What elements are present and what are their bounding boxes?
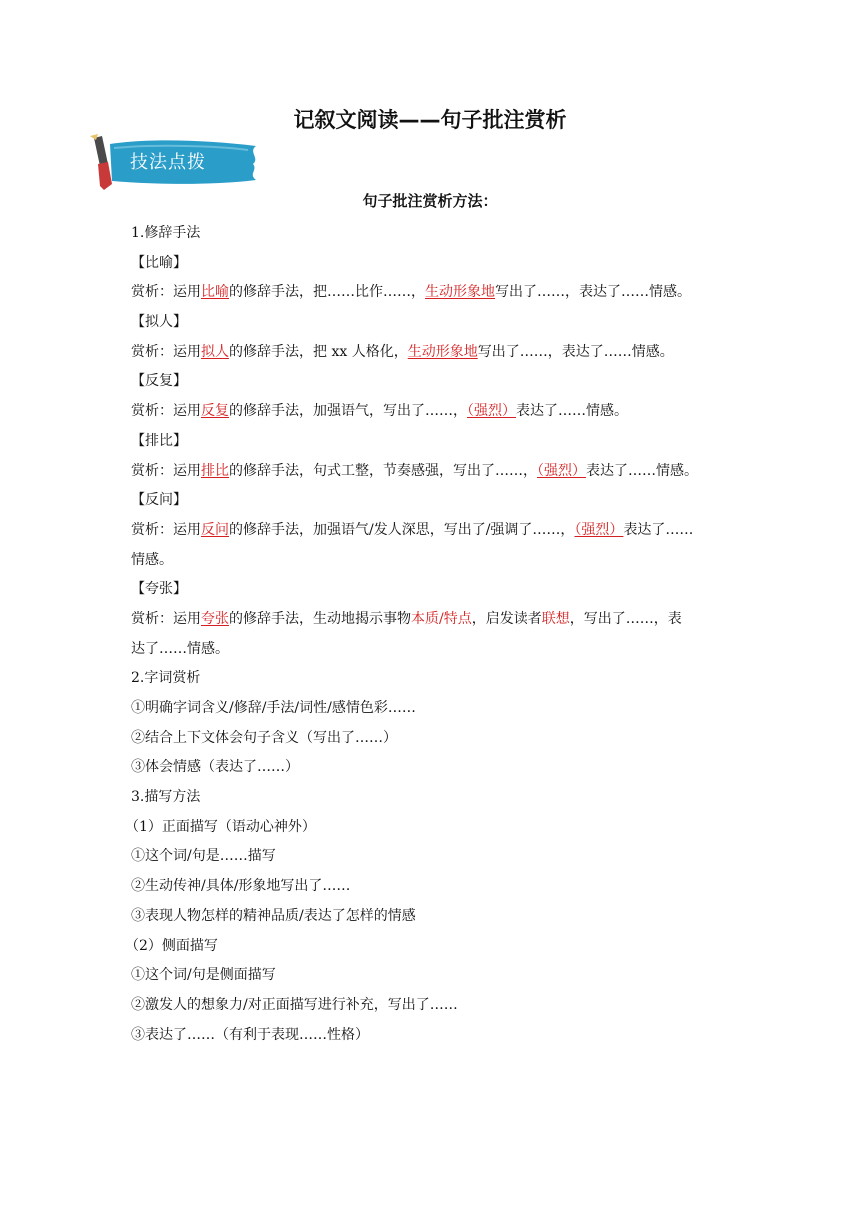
list-item: ②激发人的想象力/对正面描写进行补充，写出了…… [131, 996, 458, 1013]
heading-rhetoric: 1.修辞手法 [131, 225, 201, 241]
method-body [125, 222, 731, 1053]
label-repetition: 【反复】 [131, 373, 187, 390]
line-personification: 赏析：运用拟人的修辞手法，把 xx 人格化，生动形象地写出了……，表达了……情感。 [131, 343, 674, 360]
label-parallelism: 【排比】 [131, 432, 187, 449]
section-badge [88, 134, 263, 192]
label-personification: 【拟人】 [131, 314, 187, 331]
method-subtitle: 句子批注赏析方法： [362, 192, 498, 210]
list-item: ①这个词/句是……描写 [131, 848, 276, 865]
line-hyperbole-cont: 达了……情感。 [131, 640, 229, 657]
list-item: ①明确字词含义/修辞/手法/词性/感情色彩…… [131, 700, 416, 716]
list-item: ②结合上下文体会句子含义（写出了……） [131, 729, 397, 746]
list-item: ①这个词/句是侧面描写 [131, 967, 276, 984]
list-item: ③表现人物怎样的精神品质/表达了怎样的情感 [131, 907, 416, 924]
line-metaphor: 赏析：运用比喻的修辞手法，把……比作……，生动形象地写出了……，表达了……情感。 [131, 284, 691, 301]
heading-description-methods: 3.描写方法 [131, 789, 201, 806]
list-item: ③表达了……（有利于表现……性格） [131, 1026, 369, 1043]
label-hyperbole: 【夸张】 [131, 581, 187, 598]
line-repetition: 赏析：运用反复的修辞手法，加强语气，写出了……，（强烈）表达了……情感。 [131, 403, 628, 420]
subheading-direct-description: （1）正面描写（语动心神外） [125, 818, 316, 835]
line-rhetorical-question: 赏析：运用反问的修辞手法，加强语气/发人深思，写出了/强调了……，（强烈）表达了…… [131, 521, 694, 538]
page-title: 记叙文阅读——句子批注赏析 [293, 108, 567, 132]
badge-label: 技法点拨 [130, 152, 206, 173]
label-metaphor: 【比喻】 [131, 254, 187, 271]
line-rhetorical-question-cont: 情感。 [131, 551, 173, 568]
list-item: ③体会情感（表达了……） [131, 759, 299, 776]
line-hyperbole: 赏析：运用夸张的修辞手法，生动地揭示事物本质/特点，启发读者联想，写出了……，表 [131, 610, 682, 627]
label-rhetorical-question: 【反问】 [131, 492, 187, 509]
line-parallelism: 赏析：运用排比的修辞手法，句式工整，节奏感强，写出了……，（强烈）表达了……情感。 [131, 462, 698, 479]
list-item: ②生动传神/具体/形象地写出了…… [131, 878, 351, 895]
subheading-indirect-description: （2）侧面描写 [125, 937, 218, 954]
heading-word-analysis: 2.字词赏析 [131, 670, 201, 687]
